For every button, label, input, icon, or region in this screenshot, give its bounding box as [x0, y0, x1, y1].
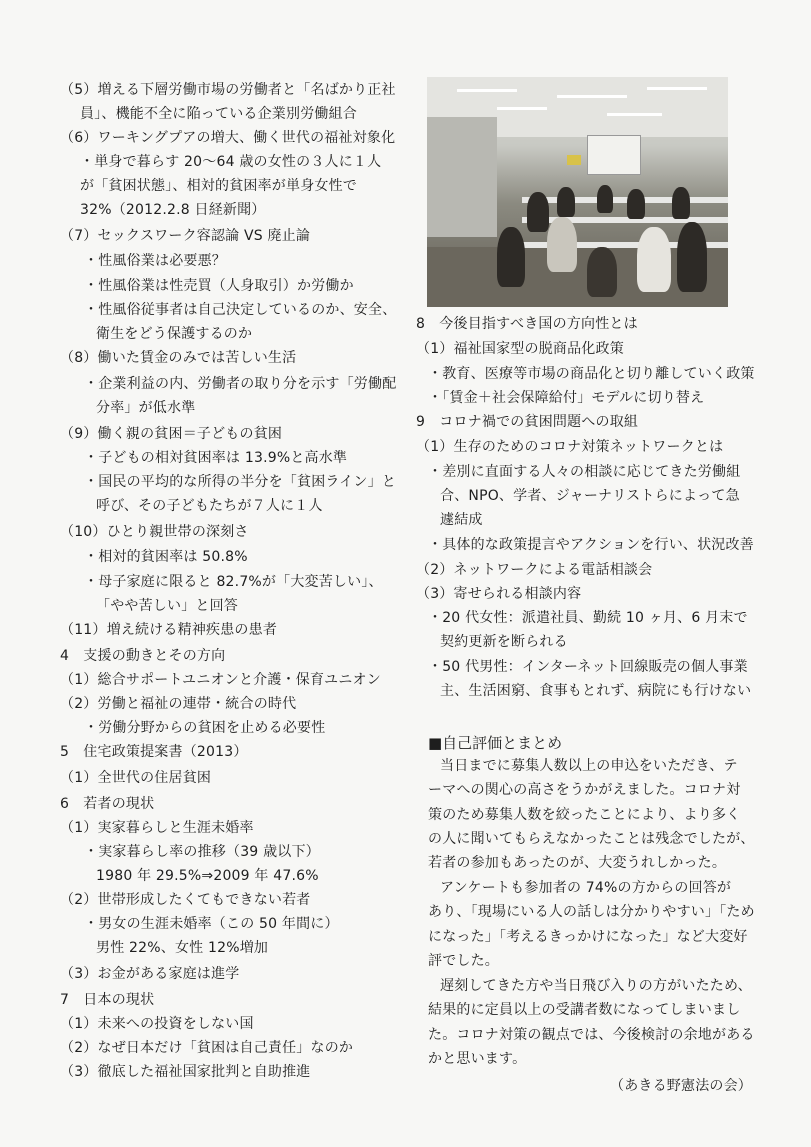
summary-paragraph-line: アンケートも参加者の 74%の方からの回答が — [440, 880, 732, 896]
bullet-item: ・性風俗従事者は自己決定しているのか、安全、 — [84, 302, 397, 318]
attendee — [627, 189, 645, 219]
list-heading: （1）生存のためのコロナ対策ネットワークとは — [416, 439, 724, 455]
summary-paragraph-line: あり、「現場にいる人の話しは分かりやすい」「ため — [428, 904, 755, 920]
bullet-item: ・労働分野からの貧困を止める必要性 — [84, 720, 326, 736]
photo-lamp — [457, 89, 517, 92]
projection-screen — [587, 135, 641, 175]
list-heading: （1）総合サポートユニオンと介護・保育ユニオン — [60, 672, 381, 688]
list-heading: （3）寄せられる相談内容 — [416, 586, 582, 602]
bullet-item: ・具体的な政策提言やアクションを行い、状況改善 — [428, 537, 754, 553]
attendee — [672, 187, 690, 219]
list-heading: （1）福祉国家型の脱商品化政策 — [416, 341, 624, 357]
attendee — [497, 227, 525, 287]
attendee — [637, 227, 671, 292]
bullet-item: ・実家暮らし率の推移（39 歳以下） — [84, 844, 320, 860]
attendee — [587, 247, 617, 297]
bullet-item: ・差別に直面する人々の相談に応じてきた労働組 — [428, 464, 741, 480]
bullet-continuation: 「やや苦しい」と回答 — [96, 598, 238, 614]
summary-paragraph-line: かと思います。 — [428, 1051, 527, 1067]
bullet-item: ・国民の平均的な所得の半分を「貧困ライン」と — [84, 474, 396, 490]
photo-lamp — [497, 107, 547, 110]
summary-heading: ■自己評価とまとめ — [428, 734, 563, 752]
photo-notice-board — [567, 155, 581, 165]
list-heading: （1）未来への投資をしない国 — [60, 1016, 254, 1032]
list-heading: （3）徹底した福祉国家批判と自助推進 — [60, 1064, 311, 1080]
bullet-continuation: 衛生をどう保護するのか — [96, 326, 253, 342]
summary-paragraph-line: 若者の参加もあったのが、大変うれしかった。 — [428, 855, 727, 871]
bullet-continuation: 32%（2012.2.8 日経新聞） — [80, 202, 266, 218]
list-heading: （1）実家暮らしと生涯未婚率 — [60, 820, 254, 836]
bullet-continuation: 1980 年 29.5%⇒2009 年 47.6% — [96, 868, 319, 884]
list-heading: （1）全世代の住居貧困 — [60, 770, 212, 786]
bullet-continuation: 契約更新を断られる — [440, 634, 568, 650]
section-heading-8: 8 今後目指すべき国の方向性とは — [416, 316, 638, 332]
section-heading-9: 9 コロナ禍での貧困問題への取組 — [416, 414, 639, 430]
bullet-continuation: 男性 22%、女性 12%増加 — [96, 940, 269, 956]
section-heading-6: 6 若者の現状 — [60, 796, 155, 812]
attendee — [547, 217, 577, 272]
section-heading-4: 4 支援の動きとその方向 — [60, 648, 226, 664]
summary-paragraph-line: た。コロナ対策の観点では、今後検討の余地がある — [428, 1027, 755, 1043]
bullet-item: ・性風俗業は必要悪？ — [84, 253, 226, 269]
section-heading-5: 5 住宅政策提案書（2013） — [60, 744, 248, 760]
bullet-continuation: が「貧困状態」、相対的貧困率が単身女性で — [80, 178, 357, 194]
list-heading: （3）お金がある家庭は進学 — [60, 966, 240, 982]
list-heading: （2）ネットワークによる電話相談会 — [416, 562, 653, 578]
summary-paragraph-line: 結果的に定員以上の受講者数になってしまいまし — [428, 1002, 741, 1018]
list-heading-10: （10）ひとり親世帯の深刻さ — [60, 524, 249, 540]
list-heading-9: （9）働く親の貧困＝子どもの貧困 — [60, 426, 283, 442]
bullet-continuation: 分率」が低水準 — [96, 400, 196, 416]
bullet-item: ・相対的貧困率は 50.8% — [84, 549, 248, 565]
list-heading-11: （11）増え続ける精神疾患の患者 — [60, 622, 278, 638]
summary-paragraph-line: 評でした。 — [428, 953, 499, 969]
bullet-continuation: 呼び、その子どもたちが７人に１人 — [96, 498, 323, 514]
bullet-item: ・単身で暮らす 20～64 歳の女性の３人に１人 — [80, 154, 382, 170]
attendee — [677, 222, 707, 292]
summary-paragraph-line: の人に聞いてもらえなかったことは残念でしたが、 — [428, 831, 755, 847]
list-continuation: 員」、機能不全に陥っている企業別労働組合 — [80, 106, 357, 122]
seminar-photo — [427, 77, 728, 307]
bullet-item: ・性風俗業は性売買（人身取引）か労働か — [84, 278, 354, 294]
bullet-item: ・20 代女性：派遣社員、勤続 10 ヶ月、6 月末で — [428, 610, 748, 626]
summary-paragraph-line: 当日までに募集人数以上の申込をいただき、テ — [440, 758, 738, 774]
bullet-item: ・教育、医療等市場の商品化と切り離していく政策 — [428, 366, 755, 382]
bullet-item: ・男女の生涯未婚率（この 50 年間に） — [84, 916, 339, 932]
summary-paragraph-line: 策のため募集人数を絞ったことにより、より多く — [428, 807, 741, 823]
photo-wall — [427, 117, 497, 237]
bullet-continuation: 合、NPO、学者、ジャーナリストらによって急 — [440, 488, 740, 504]
photo-lamp — [647, 87, 707, 90]
attendee — [597, 185, 613, 213]
section-heading-7: 7 日本の現状 — [60, 992, 155, 1008]
photo-lamp — [607, 113, 662, 116]
photo-desk-row — [522, 197, 728, 203]
author-signature: （あきる野憲法の会） — [610, 1078, 752, 1094]
list-heading-5: （5）増える下層労働市場の労働者と「名ばかり正社 — [60, 82, 396, 98]
list-heading: （2）世帯形成したくてもできない若者 — [60, 892, 311, 908]
bullet-item: ・企業利益の内、労働者の取り分を示す「労働配 — [84, 376, 397, 392]
bullet-continuation: 主、生活困窮、食事もとれず、病院にも行けない — [440, 683, 752, 699]
bullet-item: ・50 代男性：インターネット回線販売の個人事業 — [428, 659, 748, 675]
summary-paragraph-line: 遅刻してきた方や当日飛び入りの方がいたため、 — [440, 978, 752, 994]
list-heading-6: （6）ワーキングプアの増大、働く世代の福祉対象化 — [60, 130, 396, 146]
bullet-item: ・子どもの相対貧困率は 13.9%と高水準 — [84, 450, 348, 466]
attendee — [527, 192, 549, 232]
photo-lamp — [557, 95, 627, 98]
list-heading: （2）なぜ日本だけ「貧困は自己責任」なのか — [60, 1040, 354, 1056]
bullet-item: ・「賃金＋社会保障給付」モデルに切り替え — [428, 390, 705, 406]
bullet-continuation: 遽結成 — [440, 512, 483, 528]
list-heading: （2）労働と福祉の連帯・統合の時代 — [60, 696, 297, 712]
list-heading-7: （7）セックスワーク容認論 VS 廃止論 — [60, 228, 311, 244]
attendee — [557, 187, 575, 217]
list-heading-8: （8）働いた賃金のみでは苦しい生活 — [60, 350, 297, 366]
summary-paragraph-line: ーマへの関心の高さをうかがえました。コロナ対 — [428, 782, 741, 798]
summary-paragraph-line: になった」「考えるきっかけになった」など大変好 — [428, 929, 748, 945]
bullet-item: ・母子家庭に限ると 82.7%が「大変苦しい」、 — [84, 574, 383, 590]
